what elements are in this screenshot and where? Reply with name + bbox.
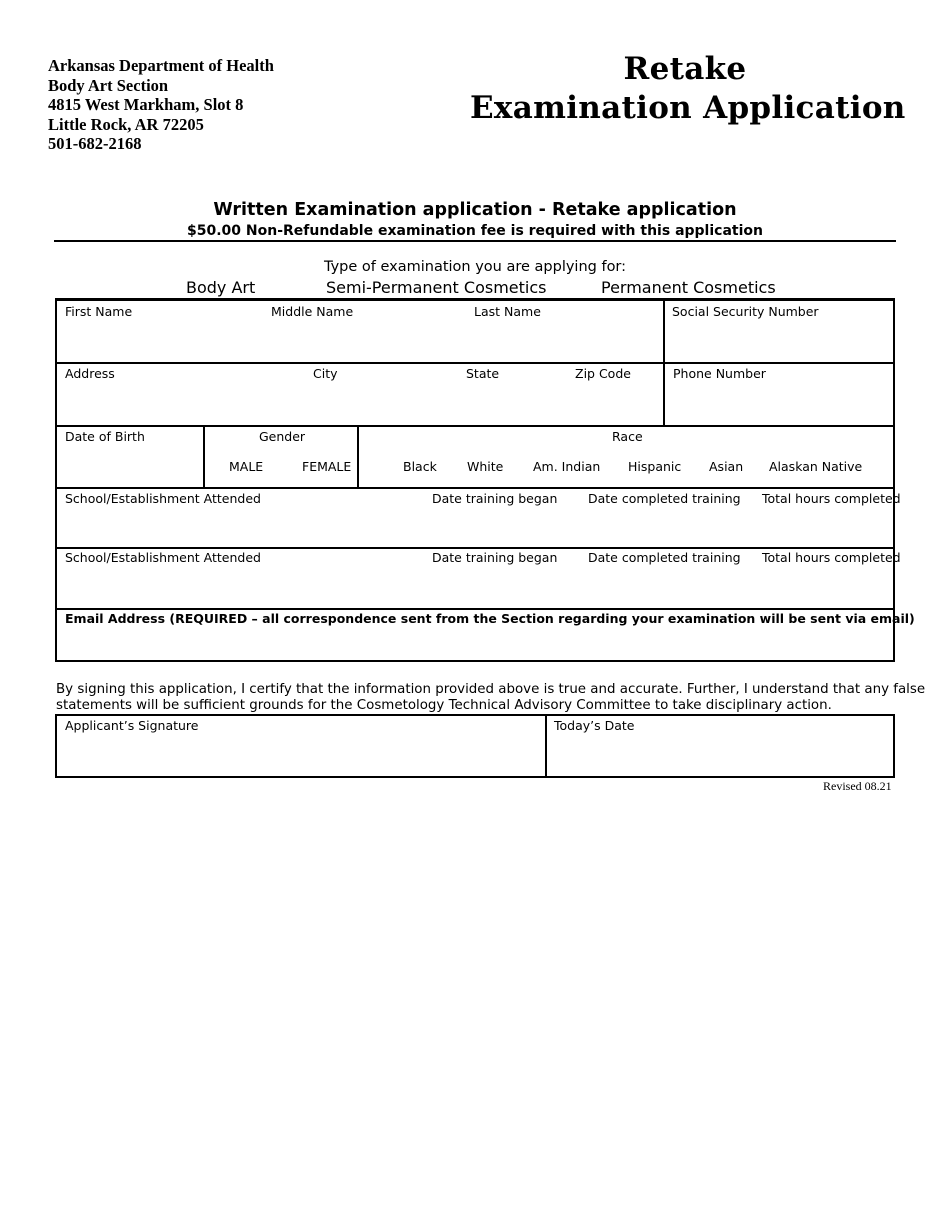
ssn-field[interactable]: Social Security Number	[672, 304, 819, 319]
form-subheading: Written Examination application - Retake application	[213, 200, 737, 220]
total-hours-field-2[interactable]: Total hours completed	[762, 550, 901, 565]
race-option-black[interactable]: Black	[403, 459, 437, 474]
gender-label: Gender	[259, 429, 306, 444]
agency-street: 4815 West Markham, Slot 8	[48, 95, 244, 115]
gender-option-female[interactable]: FEMALE	[302, 459, 352, 474]
certification-line-2: statements will be sufficient grounds for the Cosmetology Technical Advisory Committee to take disciplinary action.	[56, 698, 832, 713]
state-field[interactable]: State	[466, 366, 500, 381]
city-field[interactable]: City	[313, 366, 338, 381]
row-divider	[57, 608, 893, 610]
training-began-field-2[interactable]: Date training began	[432, 550, 558, 565]
col-divider	[663, 301, 665, 427]
col-divider	[663, 425, 665, 427]
todays-date-field[interactable]: Today’s Date	[554, 718, 635, 733]
title-line-1: Retake	[623, 51, 747, 87]
last-name-field[interactable]: Last Name	[474, 304, 541, 319]
certification-statement	[56, 682, 925, 714]
training-completed-field-2[interactable]: Date completed training	[588, 550, 741, 565]
exam-option-permanent[interactable]: Permanent Cosmetics	[601, 278, 776, 297]
school-field-2[interactable]: School/Establishment Attended	[65, 550, 261, 565]
gender-option-male[interactable]: MALE	[229, 459, 264, 474]
school-field-1[interactable]: School/Establishment Attended	[65, 491, 261, 506]
training-completed-field-1[interactable]: Date completed training	[588, 491, 741, 506]
address-field[interactable]: Address	[65, 366, 115, 381]
race-label: Race	[612, 429, 643, 444]
exam-type-question: Type of examination you are applying for:	[323, 259, 627, 275]
signature-section	[55, 714, 895, 778]
applicant-signature-field[interactable]: Applicant’s Signature	[65, 718, 199, 733]
email-address-field[interactable]: Email Address (REQUIRED – all correspondence sent from the Section regarding your examination will be sent via email)	[65, 611, 915, 626]
revision-note: Revised 08.21	[823, 779, 892, 793]
page-title	[470, 50, 906, 128]
col-divider	[203, 425, 205, 489]
race-option-asian[interactable]: Asian	[709, 459, 744, 474]
header-rule	[54, 240, 896, 242]
race-option-alaskan-native[interactable]: Alaskan Native	[769, 459, 863, 474]
row-divider	[57, 362, 893, 364]
title-line-2: Examination Application	[470, 90, 906, 126]
exam-option-semi-permanent[interactable]: Semi-Permanent Cosmetics	[326, 278, 547, 297]
first-name-field[interactable]: First Name	[65, 304, 133, 319]
row-divider	[57, 547, 893, 549]
training-began-field-1[interactable]: Date training began	[432, 491, 558, 506]
col-divider	[545, 716, 547, 776]
agency-section: Body Art Section	[48, 75, 169, 95]
agency-phone: 501-682-2168	[48, 134, 142, 154]
row-divider	[57, 425, 893, 427]
date-of-birth-field[interactable]: Date of Birth	[65, 429, 145, 444]
row-divider	[57, 487, 893, 489]
phone-number-field[interactable]: Phone Number	[673, 366, 766, 381]
application-form	[55, 298, 915, 662]
agency-city: Little Rock, AR 72205	[48, 114, 204, 134]
middle-name-field[interactable]: Middle Name	[271, 304, 354, 319]
certification-line-1: By signing this application, I certify that the information provided above is true and accurate. Further, I understand that any false	[56, 682, 926, 697]
agency-address	[48, 56, 274, 154]
col-divider	[357, 425, 359, 489]
total-hours-field-1[interactable]: Total hours completed	[762, 491, 901, 506]
race-option-hispanic[interactable]: Hispanic	[628, 459, 682, 474]
zip-code-field[interactable]: Zip Code	[575, 366, 631, 381]
race-option-white[interactable]: White	[467, 459, 504, 474]
race-option-am-indian[interactable]: Am. Indian	[533, 459, 601, 474]
fee-notice: $50.00 Non-Refundable examination fee is required with this application	[187, 223, 763, 239]
agency-name: Arkansas Department of Health	[48, 56, 274, 75]
exam-option-body-art[interactable]: Body Art	[186, 278, 256, 297]
